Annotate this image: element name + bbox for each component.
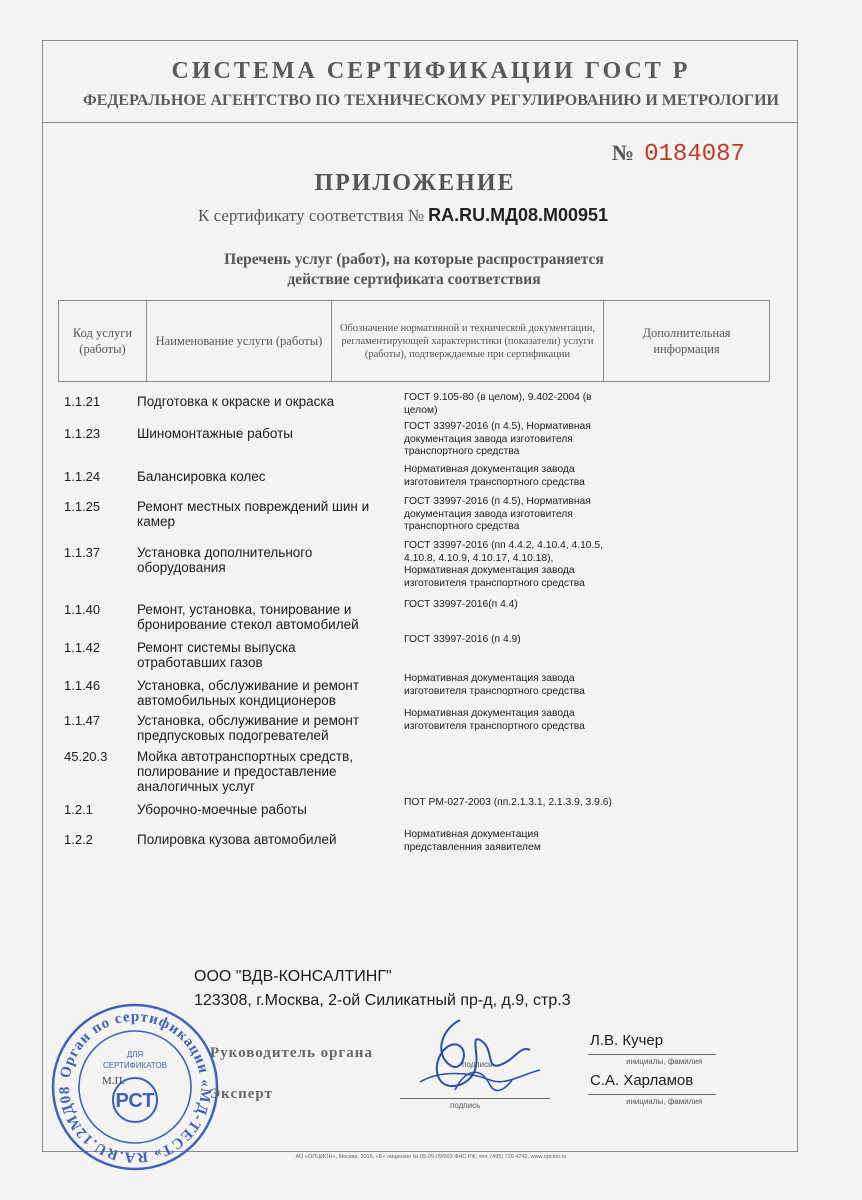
row-code: 1.1.24 <box>64 469 101 484</box>
page-title: ПРИЛОЖЕНИЕ <box>314 170 516 196</box>
row-doc: ГОСТ 33997-2016 (п 4.9) <box>404 634 521 645</box>
row-code: 1.2.1 <box>64 802 93 817</box>
row-doc: Нормативная документация завода изготовителя транспортного средства <box>404 708 585 732</box>
row-code: 1.1.40 <box>64 602 101 617</box>
head-role: Руководитель органа <box>210 1045 373 1061</box>
row-doc: ГОСТ 33997-2016 (п 4.5), Нормативная документация завода изготовителя транспортного средства <box>404 421 591 457</box>
row-code: 45.20.3 <box>64 749 108 764</box>
row-code: 1.1.25 <box>64 499 101 514</box>
form-number-value: 0184087 <box>644 141 745 168</box>
certification-stamp <box>50 1002 220 1172</box>
row-name: Полировка кузова автомобилей <box>137 832 337 847</box>
list-subtitle <box>0 250 828 290</box>
table-header <box>58 300 770 382</box>
header-divider <box>42 122 797 123</box>
row-code: 1.1.37 <box>64 545 101 560</box>
header-code: Код услуги (работы) <box>59 301 147 381</box>
row-name: Подготовка к окраске и окраска <box>137 394 335 409</box>
svg-text:СЕРТИФИКАТОВ: СЕРТИФИКАТОВ <box>102 1061 168 1070</box>
head-name-line <box>588 1054 716 1055</box>
number-label: № <box>612 140 635 165</box>
expert-name: С.А. Харламов <box>590 1072 694 1089</box>
row-name: Ремонт системы выпуска отработавших газов <box>137 640 296 670</box>
row-name: Ремонт, установка, тонирование и бронирование стекол автомобилей <box>137 602 359 632</box>
row-doc: ПОТ РМ-027-2003 (пп.2.1.3.1, 2.1.3.9, 3.9.6) <box>404 797 612 808</box>
organization-address: 123308, г.Москва, 2-ой Силикатный пр-д, д.9, стр.3 <box>194 992 571 1009</box>
expert-sign-caption: подпись <box>450 1101 481 1110</box>
row-name: Шиномонтажные работы <box>137 426 293 441</box>
certificate-line <box>198 205 608 226</box>
row-doc: ГОСТ 33997-2016 (п 4.5), Нормативная документация завода изготовителя транспортного средства <box>404 496 591 532</box>
row-code: 1.1.23 <box>64 426 101 441</box>
row-doc: ГОСТ 33997-2016 (пп 4.4.2, 4.10.4, 4.10.5, 4.10.8, 4.10.9, 4.10.17, 4.10.18), Нормативная документация завода изготовителя транспортного средства <box>404 540 603 589</box>
row-name: Установка, обслуживание и ремонт предпусковых подогревателей <box>137 713 360 743</box>
head-initials-caption: инициалы, фамилия <box>626 1057 703 1066</box>
header-extra: Дополнительная информация <box>642 326 731 356</box>
row-doc: Нормативная документация завода изготовителя транспортного средства <box>404 673 585 697</box>
certificate-number: RA.RU.МД08.М00951 <box>428 205 609 225</box>
svg-text:РСТ: РСТ <box>115 1090 155 1112</box>
expert-role: Эксперт <box>210 1086 273 1102</box>
expert-sign-line <box>400 1098 550 1099</box>
agency-title: ФЕДЕРАЛЬНОЕ АГЕНТСТВО ПО ТЕХНИЧЕСКОМУ РЕГУЛИРОВАНИЮ И МЕТРОЛОГИИ <box>83 92 779 109</box>
certificate-label: К сертификату соответствия № <box>198 206 425 225</box>
row-code: 1.1.47 <box>64 713 101 728</box>
system-title: СИСТЕМА СЕРТИФИКАЦИИ ГОСТ Р <box>171 58 691 84</box>
row-code: 1.1.42 <box>64 640 101 655</box>
row-doc: Нормативная документация завода изготовителя транспортного средства <box>404 464 585 488</box>
subtitle-line-2: действие сертификата соответствия <box>287 271 541 288</box>
row-name: Уборочно-моечные работы <box>137 802 307 817</box>
row-doc: Нормативная документация представленния заявителем <box>404 829 541 853</box>
svg-text:ДЛЯ: ДЛЯ <box>126 1050 144 1059</box>
subtitle-line-1: Перечень услуг (работ), на которые распространяется <box>224 251 604 268</box>
header-doc: Обозначение нормативной и технической документации, регламентирующей характеристики (показатели) услуги (работы), подтверждаемые при сертификации <box>332 301 604 381</box>
row-name: Балансировка колес <box>137 469 266 484</box>
form-number <box>612 140 745 168</box>
head-name: Л.В. Кучер <box>590 1032 664 1049</box>
row-name: Установка дополнительного оборудования <box>137 545 313 575</box>
row-code: 1.2.2 <box>64 832 93 847</box>
svg-text:М.П.: М.П. <box>102 1075 126 1087</box>
row-doc: ГОСТ 33997-2016(п 4.4) <box>404 599 518 610</box>
header-name: Наименование услуги (работы) <box>147 301 332 381</box>
head-sign-caption: подпись <box>462 1060 493 1069</box>
row-code: 1.1.46 <box>64 678 101 693</box>
row-code: 1.1.21 <box>64 394 101 409</box>
row-doc: ГОСТ 9.105-80 (в целом), 9.402-2004 (в целом) <box>404 392 592 416</box>
expert-name-line <box>588 1094 716 1095</box>
row-name: Установка, обслуживание и ремонт автомобильных кондиционеров <box>137 678 360 708</box>
row-name: Ремонт местных повреждений шин и камер <box>137 499 370 529</box>
row-name: Мойка автотранспортных средств, полирование и предоставление аналогичных услуг <box>137 749 354 794</box>
expert-initials-caption: инициалы, фамилия <box>626 1097 703 1106</box>
printer-footer: АО «ОПЦИОН», Москва, 2016, «Б» лицензия № 05-05-09/003 ФНС РФ, тел. (495) 726 4742, www.opcion.ru <box>295 1154 567 1160</box>
svg-text:Орган по сертификации «МД-ТЕСТ: Орган по сертификации «МД-ТЕСТ» RA.RU.12МД08 <box>56 1008 214 1166</box>
organization-name: ООО "ВДВ-КОНСАЛТИНГ" <box>194 968 392 985</box>
